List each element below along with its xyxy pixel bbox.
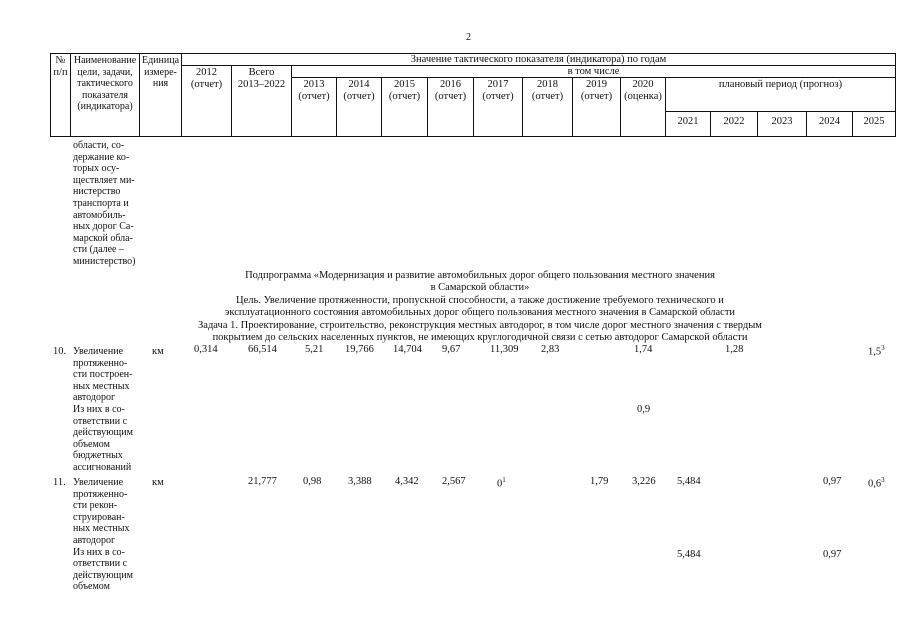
- cell-total: 21,777: [248, 476, 277, 487]
- cell-2013: 0,98: [303, 476, 322, 487]
- header-2024: 2024: [819, 116, 840, 127]
- header-col-unit: Единица измере- ния: [141, 55, 180, 89]
- cell-2020: 3,226: [632, 476, 656, 487]
- header-2015: 2015 (отчет): [388, 79, 421, 102]
- carried-over-indicator-text: области, со- держание ко- торых осу- ществляет ми- нистерство транспорта и автомобиль- ных дорог Са- марской обла- сти (далее – министерство): [73, 140, 136, 267]
- cell-2020: 1,74: [634, 344, 653, 355]
- header-2019: 2019 (отчет): [580, 79, 613, 102]
- cell-2013: 5,21: [305, 344, 324, 355]
- header-planned-period: плановый период (прогноз): [718, 79, 843, 90]
- header-values-by-years: Значение тактического показателя (индикатора) по годам: [410, 54, 667, 65]
- cell-2015: 4,342: [395, 476, 419, 487]
- cell-2014: 3,388: [348, 476, 372, 487]
- cell-2022: 1,28: [725, 344, 744, 355]
- row-unit: км: [152, 346, 164, 357]
- cell-2015: 14,704: [393, 344, 422, 355]
- row-indicator-name: Увеличение протяженно- сти построен- ных местных автодорог Из них в со- ответствии с действующим объемом бюджетных ассигнований: [73, 346, 133, 473]
- cell-2025: $0,6^3$: [868, 476, 885, 490]
- row-indicator-name: Увеличение протяженно- сти рекон- струирован- ных местных автодорог Из них в со- ответствии с действующим объемом: [73, 477, 133, 593]
- header-col-name: Наименование цели, задачи, тактического показателя (индикатора): [73, 55, 137, 112]
- cell-2014: 19,766: [345, 344, 374, 355]
- header-2025: 2025: [863, 116, 885, 127]
- subcell-2021: 5,484: [677, 549, 701, 560]
- goal-line2: эксплуатационного состояния автомобильных дорог общего пользования местного значения в Самарской области: [224, 307, 736, 318]
- subcell-2024: 0,97: [823, 549, 842, 560]
- header-2017: 2017 (отчет): [482, 79, 514, 102]
- header-including: в том числе: [567, 66, 620, 77]
- row-number: 11.: [53, 477, 66, 488]
- header-2021: 2021: [677, 116, 699, 127]
- header-2018: 2018 (отчет): [531, 79, 564, 102]
- cell-2012: 0,314: [194, 344, 218, 355]
- subprogram-title-line2: в Самарской области»: [430, 282, 530, 293]
- header-2016: 2016 (отчет): [434, 79, 467, 102]
- goal-line1: Цель. Увеличение протяженности, пропускной способности, а также достижение требуемого технического и: [236, 295, 724, 306]
- row-unit: км: [152, 477, 164, 488]
- page-number: 2: [466, 32, 471, 43]
- task-line2: покрытием до сельских населенных пунктов, не имеющих круглогодичной связи с сетью автодорог Самарской области: [212, 332, 748, 343]
- row-number: 10.: [53, 346, 67, 357]
- header-2014: 2014 (отчет): [343, 79, 375, 102]
- cell-2016: 9,67: [442, 344, 461, 355]
- cell-2019: 1,79: [590, 476, 609, 487]
- cell-2018: 2,83: [541, 344, 560, 355]
- header-2023: 2023: [771, 116, 793, 127]
- header-col-number: № п/п: [53, 55, 68, 78]
- cell-2025: $1,5^3$: [868, 344, 885, 358]
- cell-2017: 11,309: [490, 344, 519, 355]
- header-2020: 2020 (оценка): [624, 79, 662, 102]
- cell-2021: 5,484: [677, 476, 701, 487]
- header-2013: 2013 (отчет): [298, 79, 330, 102]
- header-total-2013-2022: Всего 2013–2022: [237, 67, 286, 90]
- cell-2016: 2,567: [442, 476, 466, 487]
- cell-total: 66,514: [248, 344, 277, 355]
- task-line1: Задача 1. Проектирование, строительство, реконструкция местных автодорог, в том числе дорог местного значения с твердым: [198, 320, 762, 331]
- cell-2017: $0^1$: [497, 476, 506, 490]
- subprogram-title-line1: Подпрограмма «Модернизация и развитие автомобильных дорог общего пользования местного значения: [245, 270, 715, 281]
- cell-2024: 0,97: [823, 476, 842, 487]
- header-2022: 2022: [723, 116, 745, 127]
- subcell-2020: 0,9: [637, 404, 651, 415]
- header-2012: 2012 (отчет): [190, 67, 223, 90]
